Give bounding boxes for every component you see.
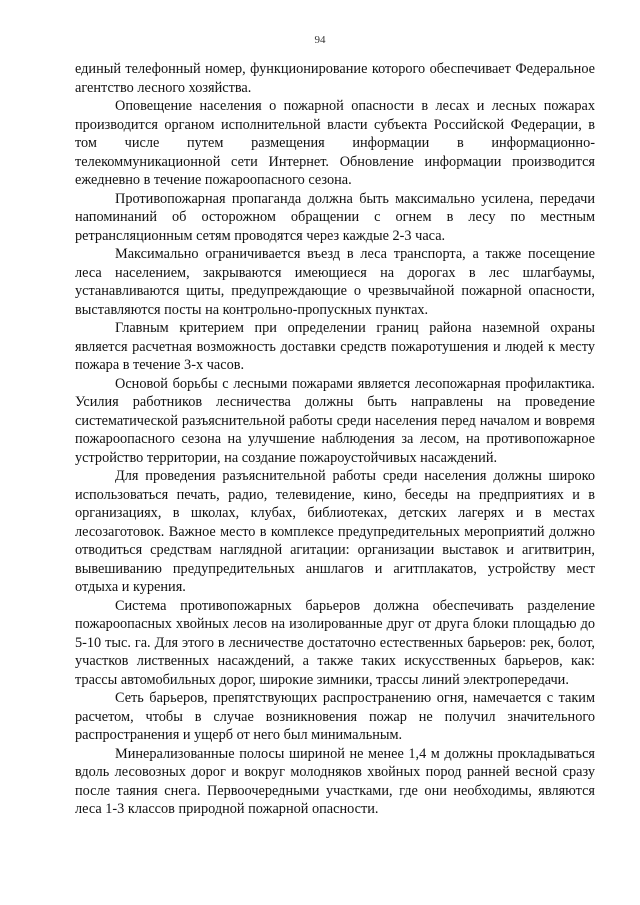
- paragraph-mineralized-strips: Минерализованные полосы шириной не менее 1,4 м должны прокладываться вдоль лесовозных дорог и вокруг молодняков хвойных пород ранней весной сразу после таяния снега. Первоочередными участками, где они необходимы, являются леса 1-3 классов природной пожарной опасности.: [75, 745, 595, 817]
- paragraph-continued: единый телефонный номер, функционирование которого обеспечивает Федеральное агентство лесного хозяйства.: [75, 61, 595, 96]
- paragraph-main-criterion: Главным критерием при определении границ района наземной охраны является расчетная возможность доставки средств пожаротушения и людей к месту пожара в течение 3-х часов.: [75, 320, 595, 373]
- paragraph-propaganda: Противопожарная пропаганда должна быть максимально усилена, передачи напоминаний об осторожном обращении с огнем в лесу по местным ретрансляционным сетям проводятся через каждые 2-3 часа.: [75, 190, 595, 244]
- paragraph-outreach: Для проведения разъяснительной работы среди населения должны широко использоваться печать, радио, телевидение, кино, беседы на предприятиях и в организациях, в школах, клубах, библиотеках, детских лагерях и в местах лесозаготовок. Важное место в комплексе предупредительных мероприятий должно отводиться средствам наглядной агитации: организации выставок и агитвитрин, вывешиванию предупредительных аншлагов и агитплакатов, устройству мест отдыха и курения.: [75, 468, 595, 595]
- paragraph-barrier-system: Система противопожарных барьеров должна обеспечивать разделение пожароопасных хвойных лесов на изолированные друг от друга блоки площадью до 5-10 тыс. га. Для этого в лесничестве достаточно естественных барьеров: рек, болот, участков лиственных насаждений, а также таких искусственных барьеров, как: трассы автомобильных дорог, широкие зимники, трассы линий электропередачи.: [75, 597, 595, 688]
- paragraph-population-alert: Оповещение населения о пожарной опасности в лесах и лесных пожарах производится органом исполнительной власти субъекта Российской Федерации, в том числе путем размещения информации в информационно-телекоммуникационной сети Интернет. Обновление информации производится ежедневно в течение пожароопасного сезона.: [75, 98, 595, 188]
- paragraph-barrier-network: Сеть барьеров, препятствующих распространению огня, намечается с таким расчетом, чтобы в случае возникновения пожар не получил значительного распространения и ущерб от него был минимальным.: [75, 690, 595, 743]
- paragraph-prevention: Основой борьбы с лесными пожарами является лесопожарная профилактика. Усилия работников лесничества должны быть направлены на проведение систематической разъяснительной работы среди населения перед началом и вовремя пожароопасного сезона на улучшение наблюдения за лесом, на противопожарное устройство территории, на создание пожароустойчивых насаждений.: [75, 375, 595, 466]
- paragraph-access-restriction: Максимально ограничивается въезд в леса транспорта, а также посещение леса населением, закрываются имеющиеся на дорогах в лес шлагбаумы, устанавливаются щиты, предупреждающие о чрезвычайной пожарной опасности, выставляются посты на контрольно-пропускных пунктах.: [75, 246, 595, 318]
- page-number: 94: [314, 34, 326, 46]
- body-text: [75, 60, 595, 819]
